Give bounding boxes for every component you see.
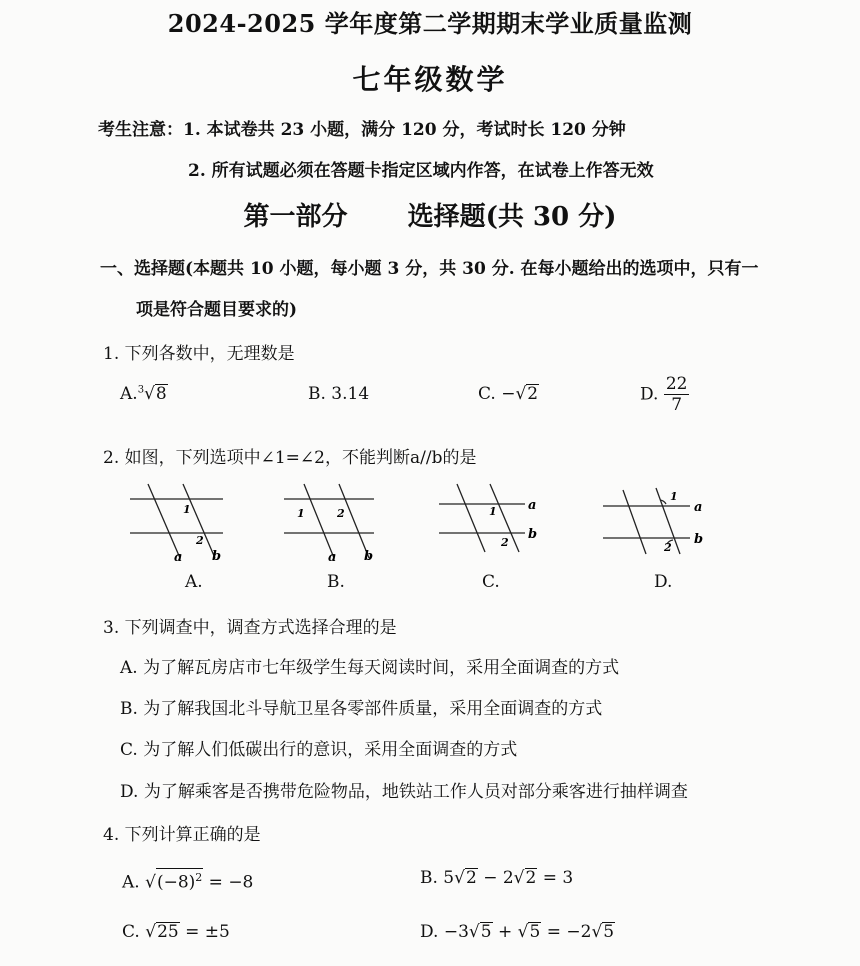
line-a-label: a	[528, 498, 537, 513]
angle-2-label: 2	[501, 536, 509, 549]
angle-1-label: 1	[183, 503, 191, 516]
notice-line-1	[98, 115, 626, 140]
operator: +	[492, 922, 518, 942]
option-letter: A.	[122, 872, 140, 893]
angle-1-label: 1	[670, 490, 678, 503]
fraction-denominator: 7	[671, 395, 683, 415]
option-letter: C.	[122, 922, 140, 942]
line-a-label: a	[174, 550, 183, 565]
radicand: 5	[480, 922, 492, 942]
radical-sign: √	[515, 384, 527, 404]
question-1-option-a	[120, 384, 168, 404]
question-1-option-b: B. 3.14	[308, 384, 370, 404]
part-heading	[0, 196, 860, 233]
subject-title: 七年级数学	[352, 63, 508, 96]
angle-2-label: 2	[196, 534, 204, 547]
angle-1-label: 1	[297, 507, 305, 520]
figure-a-label: A.	[185, 572, 203, 592]
angle-2-label: 2	[664, 541, 672, 554]
result: = −2	[541, 922, 592, 942]
exponent: 2	[195, 871, 203, 884]
figure-a	[125, 478, 230, 568]
radical-sign: √	[468, 922, 480, 942]
radicand-base: (−8)	[156, 872, 196, 893]
line-a-label: a	[328, 550, 337, 565]
angle-1-label: 1	[489, 505, 497, 518]
figure-d-label: D.	[654, 572, 673, 592]
radicand: 25	[157, 922, 179, 942]
angle-2-label: 2	[337, 507, 345, 520]
line-b-label: b	[694, 532, 704, 547]
radical-sign: √	[145, 922, 157, 942]
line-a-label: a	[694, 500, 703, 515]
radical-sign: √	[144, 384, 155, 404]
question-4-option-a	[122, 868, 253, 893]
result: = 3	[537, 868, 574, 888]
option-letter: D. −3	[420, 922, 469, 942]
result: = −8	[203, 872, 254, 893]
question-3-option-b: B. 为了解我国北斗导航卫星各零部件质量，采用全面调查的方式	[120, 699, 603, 719]
figure-c	[437, 478, 542, 568]
section-instruction-line-1: 一、选择题(本题共 10 小题，每小题 3 分，共 30 分. 在每小题给出的选项中，只有一	[100, 259, 759, 279]
question-4-option-d	[420, 922, 615, 942]
radical-sign: √	[145, 872, 156, 893]
operator: − 2	[477, 868, 514, 888]
question-1-option-c	[478, 384, 539, 404]
transversal-a	[304, 484, 334, 558]
option-letter: B. 5	[420, 868, 455, 888]
figure-d	[598, 478, 713, 568]
line-b-label: b	[212, 549, 222, 564]
question-2-stem: 2. 如图，下列选项中∠1=∠2，不能判断a//b的是	[103, 448, 477, 468]
radicand: 8	[155, 384, 167, 404]
part-title: 选择题(共 30 分)	[407, 202, 617, 232]
radical-sign: √	[517, 922, 529, 942]
question-3-stem: 3. 下列调查中，调查方式选择合理的是	[103, 618, 397, 638]
notice-item-2: 2. 所有试题必须在答题卡指定区域内作答，在试卷上作答无效	[188, 161, 654, 181]
part-name: 第一部分	[243, 202, 348, 232]
figure-b-label: B.	[327, 572, 345, 592]
radicand	[156, 868, 203, 892]
question-4-option-b	[420, 868, 573, 888]
question-1-stem: 1. 下列各数中，无理数是	[103, 344, 295, 364]
notice-item-1: 1. 本试卷共 23 小题，满分 120 分，考试时长 120 分钟	[183, 120, 626, 140]
fraction-numerator: 22	[665, 374, 688, 394]
line-b-label: b	[364, 549, 374, 564]
radicand: 2	[465, 868, 477, 888]
root-index: 3	[137, 384, 145, 396]
radicand: 2	[527, 384, 539, 404]
transversal-1	[623, 490, 646, 554]
radicand: 5	[529, 922, 541, 942]
transversal-b	[339, 484, 369, 558]
radical-sign: √	[454, 868, 465, 888]
option-letter: A.	[120, 384, 138, 404]
figure-b	[282, 478, 387, 568]
question-3-option-c: C. 为了解人们低碳出行的意识，采用全面调查的方式	[120, 740, 518, 760]
notice-label: 考生注意：	[98, 120, 183, 140]
radicand: 2	[525, 868, 537, 888]
question-4-option-c	[122, 922, 230, 942]
exam-title: 2024-2025 学年度第二学期期末学业质量监测	[167, 9, 693, 38]
option-letter: D.	[640, 384, 659, 405]
radicand: 5	[603, 922, 615, 942]
question-4-stem: 4. 下列计算正确的是	[103, 825, 261, 845]
section-instruction-line-2: 项是符合题目要求的)	[136, 300, 298, 320]
line-b-label: b	[528, 527, 538, 542]
question-1-option-d	[640, 374, 689, 415]
question-3-option-d: D. 为了解乘客是否携带危险物品，地铁站工作人员对部分乘客进行抽样调查	[120, 782, 688, 802]
radical-sign: √	[591, 922, 603, 942]
figure-c-label: C.	[482, 572, 500, 592]
question-3-option-a: A. 为了解瓦房店市七年级学生每天阅读时间，采用全面调查的方式	[120, 658, 620, 678]
fraction	[664, 374, 690, 415]
transversal-a	[148, 484, 180, 558]
option-letter: C. −	[478, 384, 516, 404]
transversal-1	[457, 484, 485, 552]
result: = ±5	[179, 922, 230, 942]
radical-sign: √	[513, 868, 525, 888]
